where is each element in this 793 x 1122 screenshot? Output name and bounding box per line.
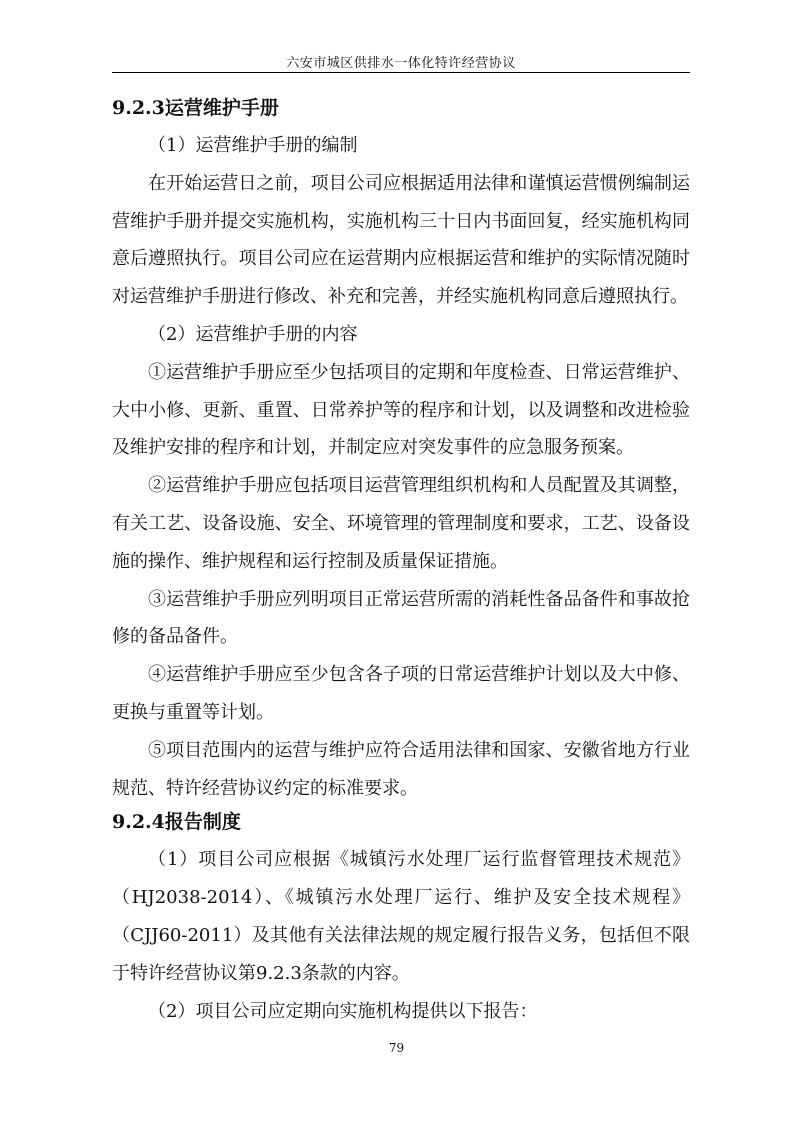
page-number: 79 bbox=[388, 1041, 405, 1055]
paragraph-item-1: ①运营维护手册应至少包括项目的定期和年度检查、日常运营维护、大中小修、更新、重置、日常养护等的程序和计划，以及调整和改进检验及维护安排的程序和计划，并制定应对突发事件的应急服务预案。 bbox=[112, 361, 690, 459]
paragraph-report-2: （2）项目公司应定期向实施机构提供以下报告： bbox=[148, 1000, 538, 1022]
paragraph-item-5: ⑤项目范围内的运营与维护应符合适用法律和国家、安徽省地方行业规范、特许经营协议约定的标准要求。 bbox=[112, 739, 690, 799]
section-heading-9-2-3: 9.2.3运营维护手册 bbox=[112, 97, 279, 119]
paragraph-report-1: （1）项目公司应根据《城镇污水处理厂运行监督管理技术规范》（HJ2038-2014）、《城镇污水处理厂运行、维护及安全技术规程》（CJJ60-2011）及其他有关法律法规的规定履行报告义务，包括但不限于特许经营协议第9.2.3条款的内容。 bbox=[112, 849, 690, 984]
section-heading-9-2-4: 9.2.4报告制度 bbox=[112, 811, 241, 834]
page-header-title: 六安市城区供排水一体化特许经营协议 bbox=[286, 56, 516, 71]
subheading-compilation: （1）运营维护手册的编制 bbox=[148, 135, 358, 156]
paragraph-item-2: ②运营维护手册应包括项目运营管理组织机构和人员配置及其调整，有关工艺、设备设施、安全、环境管理的管理制度和要求，工艺、设备设施的操作、维护规程和运行控制及质量保证措施。 bbox=[112, 475, 690, 572]
paragraph-compilation: 在开始运营日之前，项目公司应根据适用法律和谨慎运营惯例编制运营维护手册并提交实施机构，实施机构三十日内书面回复，经实施机构同意后遵照执行。项目公司应在运营期内应根据运营和维护的实际情况随时对运营维护手册进行修改、补充和完善，并经实施机构同意后遵照执行。 bbox=[112, 172, 690, 308]
paragraph-item-4: ④运营维护手册应至少包含各子项的日常运营维护计划以及大中修、更换与重置等计划。 bbox=[112, 664, 690, 723]
paragraph-item-3: ③运营维护手册应列明项目正常运营所需的消耗性备品备件和事故抢修的备品备件。 bbox=[112, 588, 690, 648]
document-body bbox=[112, 93, 690, 1030]
subheading-contents: （2）运营维护手册的内容 bbox=[148, 323, 358, 345]
header-rule bbox=[112, 72, 690, 73]
